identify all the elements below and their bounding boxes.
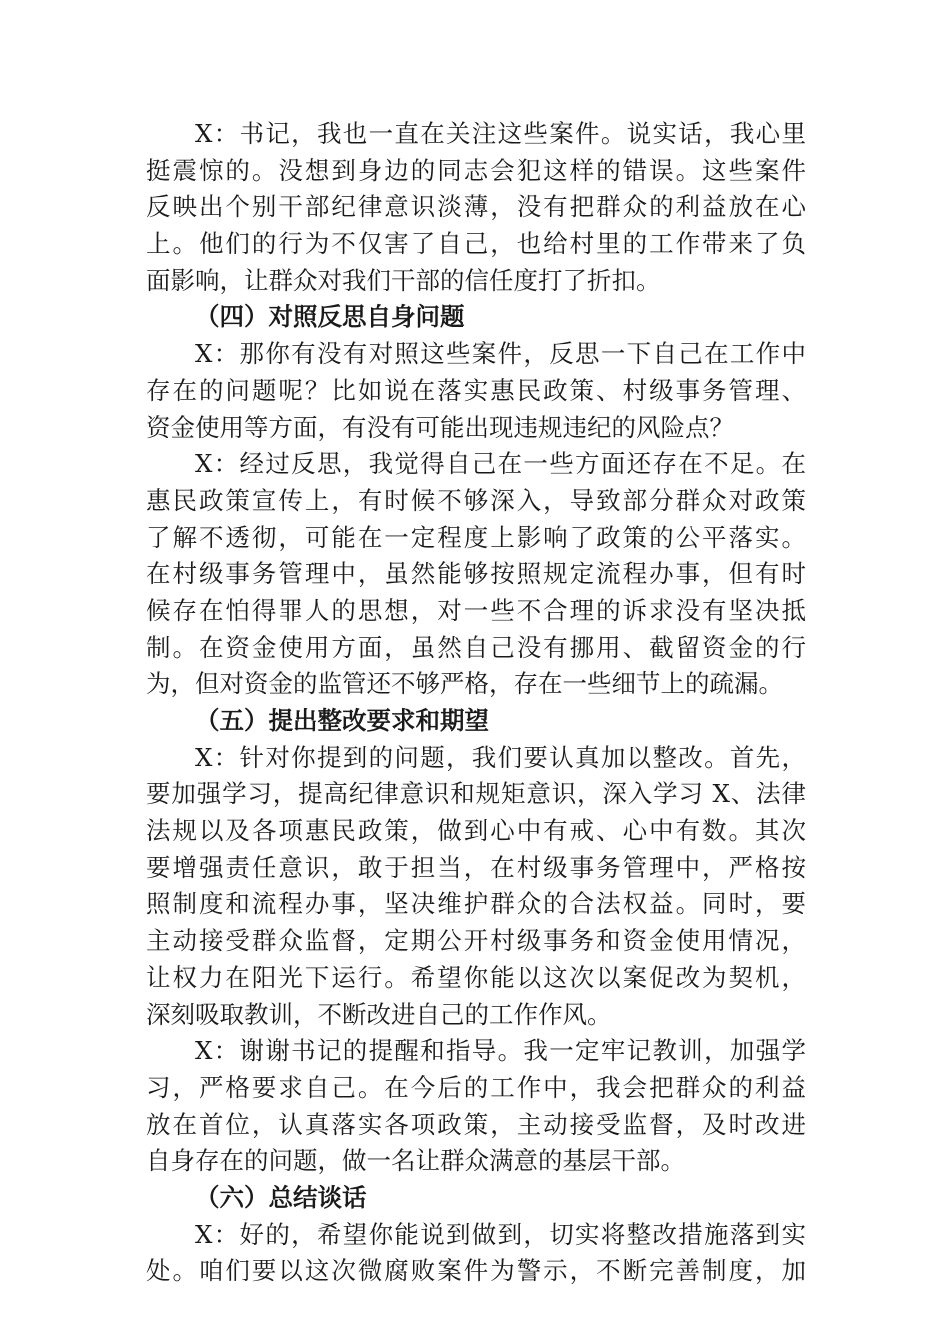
section-heading: （四）对照反思自身问题: [195, 302, 465, 332]
text-line: 放在首位，认真落实各项政策，主动接受监督，及时改进: [146, 1109, 806, 1139]
paragraph: [146, 336, 806, 446]
text-line: X：针对你提到的问题，我们要认真加以整改。首先，: [195, 742, 806, 772]
text-line: 上。他们的行为不仅害了自己，也给村里的工作带来了负: [146, 229, 806, 259]
text-line: 为，但对资金的监管还不够严格，存在一些细节上的疏漏。: [146, 669, 783, 699]
text-line: 要增强责任意识，敢于担当，在村级事务管理中，严格按: [146, 852, 806, 882]
text-line: 惠民政策宣传上，有时候不够深入，导致部分群众对政策: [146, 485, 806, 515]
text-line: 主动接受群众监督，定期公开村级事务和资金使用情况，: [146, 926, 806, 956]
section-heading: （五）提出整改要求和期望: [195, 706, 489, 735]
paragraph: [146, 446, 806, 703]
text-line: 要加强学习，提高纪律意识和规矩意识，深入学习 X、法律: [146, 779, 806, 809]
text-line: X：那你有没有对照这些案件，反思一下自己在工作中: [195, 339, 806, 369]
text-line: 深刻吸取教训，不断改进自己的工作作风。: [146, 999, 612, 1029]
text-line: X：谢谢书记的提醒和指导。我一定牢记教训，加强学: [195, 1036, 806, 1066]
text-line: 挺震惊的。没想到身边的同志会犯这样的错误。这些案件: [146, 155, 806, 185]
text-line: X：经过反思，我觉得自己在一些方面还存在不足。在: [195, 449, 806, 479]
text-line: 面影响，让群众对我们干部的信任度打了折扣。: [146, 265, 661, 295]
text-line: X：书记，我也一直在关注这些案件。说实话，我心里: [195, 119, 806, 148]
paragraph: [146, 1033, 806, 1180]
text-line: 了解不透彻，可能在一定程度上影响了政策的公平落实。: [146, 522, 806, 552]
text-line: 让权力在阳光下运行。希望你能以这次以案促改为契机，: [146, 962, 806, 992]
paragraph: [146, 740, 806, 1034]
paragraph: [146, 1217, 806, 1290]
paragraph: [146, 116, 806, 299]
text-line: 在村级事务管理中，虽然能够按照规定流程办事，但有时: [146, 559, 806, 589]
text-line: 照制度和流程办事，坚决维护群众的合法权益。同时，要: [146, 889, 806, 919]
text-line: X：好的，希望你能说到做到，切实将整改措施落到实: [195, 1219, 806, 1249]
text-line: 自身存在的问题，做一名让群众满意的基层干部。: [146, 1146, 685, 1176]
text-line: 反映出个别干部纪律意识淡薄，没有把群众的利益放在心: [146, 192, 806, 222]
text-line: 习，严格要求自己。在今后的工作中，我会把群众的利益: [146, 1072, 806, 1102]
text-line: 处。咱们要以这次微腐败案件为警示，不断完善制度，加: [146, 1256, 806, 1286]
text-line: 资金使用等方面，有没有可能出现违规违纪的风险点？: [146, 412, 734, 442]
text-line: 法规以及各项惠民政策，做到心中有戒、心中有数。其次: [146, 816, 806, 846]
section-heading: （六）总结谈话: [195, 1182, 367, 1212]
text-line: 存在的问题呢？比如说在落实惠民政策、村级事务管理、: [146, 375, 806, 405]
text-line: 候存在怕得罪人的思想，对一些不合理的诉求没有坚决抵: [146, 595, 806, 625]
text-line: 制。在资金使用方面，虽然自己没有挪用、截留资金的行: [146, 632, 806, 662]
document-body: [146, 116, 806, 1290]
